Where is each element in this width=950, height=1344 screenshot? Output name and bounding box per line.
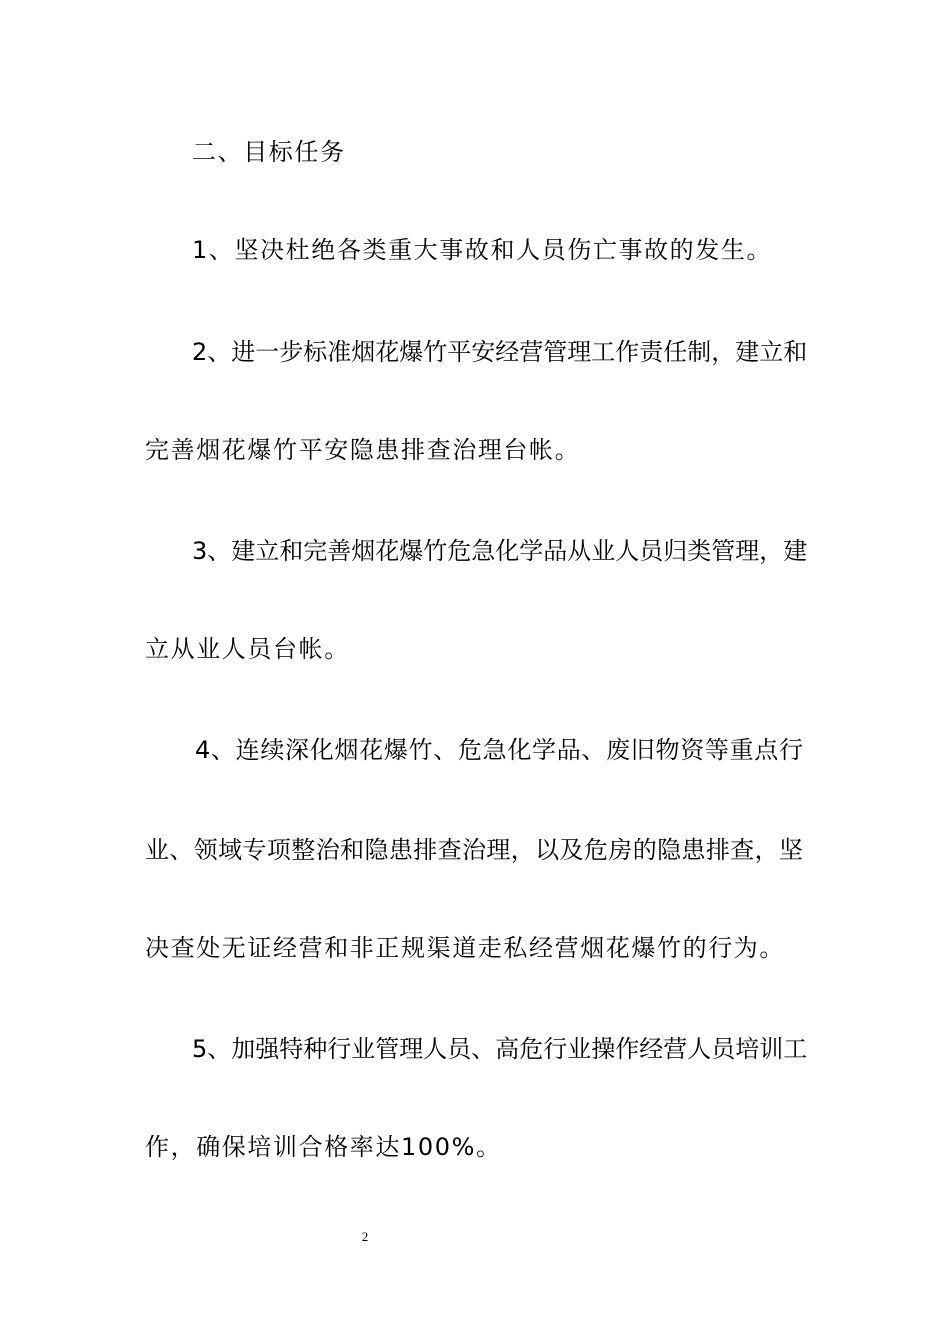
item-5-line-1: 5、加强特种行业管理人员、高危行业操作经营人员培训工 — [192, 1035, 808, 1063]
item-3-line-1: 3、建立和完善烟花爆竹危急化学品从业人员归类管理，建 — [192, 537, 808, 565]
item-4-line-1: 4、连续深化烟花爆竹、危急化学品、废旧物资等重点行 — [195, 736, 803, 764]
item-4-line-3: 决查处无证经营和非正规渠道走私经营烟花爆竹的行为。 — [145, 934, 785, 962]
page-number: 2 — [361, 1229, 369, 1244]
item-5-line-2: 作，确保培训合格率达100%。 — [145, 1133, 502, 1161]
item-3-line-2: 立从业人员台帐。 — [145, 635, 350, 663]
item-4-line-2: 业、领域专项整治和隐患排查治理，以及危房的隐患排查，坚 — [145, 836, 803, 864]
item-1-line-1: 1、坚决杜绝各类重大事故和人员伤亡事故的发生。 — [192, 236, 773, 264]
section-heading: 二、目标任务 — [192, 138, 346, 166]
item-2-line-1: 2、进一步标准烟花爆竹平安经营管理工作责任制，建立和 — [192, 338, 808, 366]
item-2-line-2: 完善烟花爆竹平安隐患排查治理台帐。 — [145, 436, 581, 464]
